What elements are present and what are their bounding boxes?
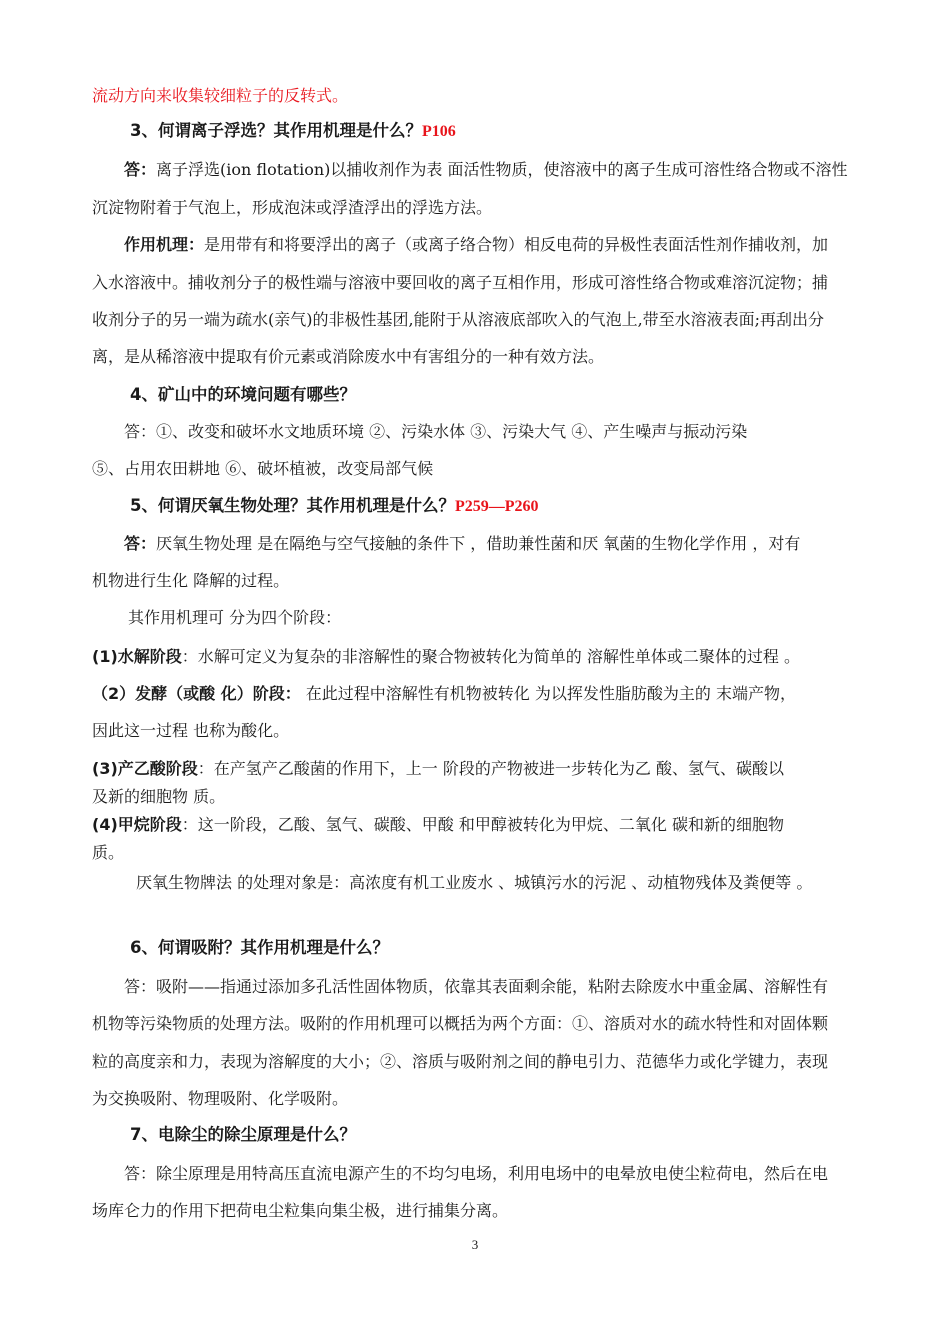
stage-4-line — [92, 815, 864, 835]
page-number: 3 — [471, 1237, 479, 1252]
stage-2-line-2: 因此这一过程 也称为酸化。 — [92, 721, 290, 740]
question-3-mechanism-line-2: 入水溶液中。捕收剂分子的极性端与溶液中要回收的离子互相作用，形成可溶性络合物或难溶沉淀物；捕 — [92, 273, 829, 292]
question-7-answer-line-1: 答：除尘原理是用特高压直流电源产生的不均匀电场，利用电场中的电晕放电使尘粒荷电，然后在电 — [124, 1164, 829, 1183]
stage-1-line — [92, 647, 864, 667]
question-7-title: 7、电除尘的除尘原理是什么？ — [130, 1125, 356, 1144]
question-6-title: 6、何谓吸附？其作用机理是什么？ — [130, 938, 389, 957]
stage-3-text: ：在产氢产乙酸菌的作用下，上一 阶段的产物被进一步转化为乙 酸、氢气、碳酸以 — [197, 759, 784, 778]
question-3-page-ref: P106 — [421, 123, 456, 140]
question-7-heading — [130, 1125, 902, 1145]
stage-1-label: (1)水解阶段 — [92, 647, 182, 666]
question-5-answer-line-1 — [124, 534, 896, 554]
question-4-answer-line-2: ⑤、占用农田耕地 ⑥、破坏植被，改变局部气候 — [92, 459, 434, 478]
question-6-heading — [130, 938, 902, 958]
answer-label: 答： — [124, 160, 157, 179]
question-5-title: 5、何谓厌氧生物处理？其作用机理是什么？ — [130, 496, 455, 515]
question-5-treatment-objects: 厌氧生物牌法 的处理对象是：高浓度有机工业废水 、城镇污水的污泥 、动植物残体及粪便等 。 — [136, 873, 813, 892]
question-6-answer-line-2: 机物等污染物质的处理方法。吸附的作用机理可以概括为两个方面：①、溶质对水的疏水特性和对固体颗 — [92, 1014, 829, 1033]
question-3-heading — [130, 121, 902, 142]
question-6-answer-line-3: 粒的高度亲和力，表现为溶解度的大小；②、溶质与吸附剂之间的静电引力、范德华力或化学键力，表现 — [92, 1052, 829, 1071]
question-3-mechanism-line-1 — [124, 235, 896, 255]
stage-4-line-2: 质。 — [92, 843, 125, 862]
question-3-mechanism-line-3: 收剂分子的另一端为疏水(亲气)的非极性基团,能附于从溶液底部吹入的气泡上,带至水溶液表面;再刮出分 — [92, 310, 825, 329]
question-7-answer-line-2: 场库仑力的作用下把荷电尘粒集向集尘极，进行捕集分离。 — [92, 1201, 509, 1220]
question-5-answer-line-2: 机物进行生化 降解的过程。 — [92, 571, 290, 590]
mechanism-label: 作用机理： — [124, 235, 205, 254]
question-4-heading — [130, 385, 902, 405]
question-3-answer-line-1 — [124, 160, 896, 180]
stage-2-label: （2）发酵（或酸 化）阶段： — [92, 684, 301, 703]
question-5-stages-intro: 其作用机理可 分为四个阶段： — [128, 608, 342, 627]
answer-text: 离子浮选(ion flotation)以捕收剂作为表 面活性物质，使溶液中的离子生成可溶性络合物或不溶性 — [156, 160, 848, 179]
question-6-answer-line-1: 答：吸附——指通过添加多孔活性固体物质，依靠其表面剩余能，粘附去除废水中重金属、溶解性有 — [124, 977, 829, 996]
stage-4-text: ：这一阶段，乙酸、氢气、碳酸、甲酸 和甲醇被转化为甲烷、二氧化 碳和新的细胞物 — [181, 815, 784, 834]
stage-2-text: 在此过程中溶解性有机物被转化 为以挥发性脂肪酸为主的 末端产物， — [300, 684, 796, 703]
question-3-answer-line-2: 沉淀物附着于气泡上，形成泡沫或浮渣浮出的浮选方法。 — [92, 198, 493, 217]
stage-1-text: ：水解可定义为复杂的非溶解性的聚合物被转化为简单的 溶解性单体或二聚体的过程 。 — [181, 647, 800, 666]
question-5-page-ref: P259—P260 — [454, 498, 539, 515]
question-5-heading — [130, 496, 902, 517]
carry-over-line: 流动方向来收集较细粒子的反转式。 — [92, 86, 349, 105]
question-3-title: 3、何谓离子浮选？其作用机理是什么？ — [130, 121, 422, 140]
stage-2-line — [92, 684, 864, 704]
stage-3-label: (3)产乙酸阶段 — [92, 759, 198, 778]
stage-4-label: (4)甲烷阶段 — [92, 815, 182, 834]
stage-3-line — [92, 759, 864, 779]
question-6-answer-line-4: 为交换吸附、物理吸附、化学吸附。 — [92, 1089, 349, 1108]
answer-label: 答： — [124, 534, 157, 553]
answer-text: 厌氧生物处理 是在隔绝与空气接触的条件下 ，借助兼性菌和厌 氧菌的生物化学作用 ，对有 — [156, 534, 801, 553]
question-4-answer-line-1: 答：①、改变和破坏水文地质环境 ②、污染水体 ③、污染大气 ④、产生噪声与振动污染 — [124, 422, 748, 441]
mechanism-text: 是用带有和将要浮出的离子（或离子络合物）相反电荷的异极性表面活性剂作捕收剂，加 — [204, 235, 829, 254]
question-4-title: 4、矿山中的环境问题有哪些？ — [130, 385, 356, 404]
stage-3-line-2: 及新的细胞物 质。 — [92, 787, 226, 806]
question-3-mechanism-line-4: 离，是从稀溶液中提取有价元素或消除废水中有害组分的一种有效方法。 — [92, 347, 605, 366]
